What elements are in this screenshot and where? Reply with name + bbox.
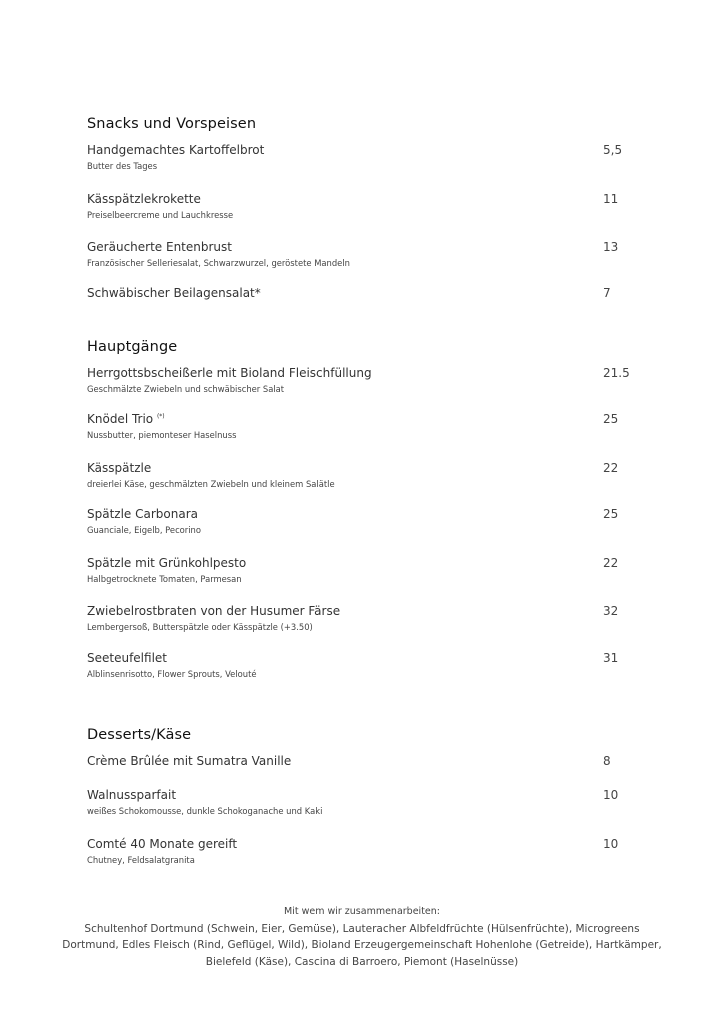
item-description: Nussbutter, piemonteser Haselnuss — [87, 430, 237, 440]
item-price: 11 — [603, 192, 619, 206]
partners-footer — [62, 904, 662, 970]
menu-item — [87, 143, 627, 171]
item-price: 22 — [603, 461, 619, 475]
item-description: dreierlei Käse, geschmälzten Zwiebeln und kleinem Salätle — [87, 479, 335, 489]
item-description: Preiselbeercreme und Lauchkresse — [87, 210, 234, 220]
item-name: Walnussparfait — [87, 788, 177, 802]
item-description: Guanciale, Eigelb, Pecorino — [87, 525, 201, 535]
menu-item — [87, 461, 627, 489]
item-price: 31 — [603, 651, 619, 665]
item-price: 10 — [603, 788, 619, 802]
footer-heading: Mit wem wir zusammenarbeiten: — [284, 906, 440, 917]
item-name: Zwiebelrostbraten von der Husumer Färse — [87, 604, 341, 618]
menu-item — [87, 788, 627, 816]
item-name — [87, 412, 627, 426]
item-description: Chutney, Feldsalatgranita — [87, 855, 195, 865]
section-title-desserts: Desserts/Käse — [87, 727, 192, 743]
item-price: 25 — [603, 412, 619, 426]
menu-item — [87, 412, 627, 440]
item-price: 32 — [603, 604, 619, 618]
menu-item — [87, 754, 627, 768]
item-price: 21.5 — [603, 366, 630, 380]
item-description: Französischer Selleriesalat, Schwarzwurzel, geröstete Mandeln — [87, 258, 350, 268]
menu-item — [87, 651, 627, 679]
item-description: Alblinsenrisotto, Flower Sprouts, Velouté — [87, 669, 257, 679]
footer-partners-text: Schultenhof Dortmund (Schwein, Eier, Gemüse), Lauteracher Albfeldfrüchte (Hülsenfrüchte), Microgreens Dortmund, Edles Fleisch (Rind, Geflügel, Wild), Bioland Erzeugergemeinschaft Hohenlohe (Getreide), Hartkämper, Bielefeld (Käse), Cascina di Barroero, Piemont (Haselnüsse) — [62, 922, 662, 968]
item-name: Kässpätzlekrokette — [87, 192, 201, 206]
item-name: Schwäbischer Beilagensalat* — [87, 286, 261, 300]
menu-item — [87, 604, 627, 632]
item-name: Geräucherte Entenbrust — [87, 240, 232, 254]
section-title-snacks: Snacks und Vorspeisen — [87, 116, 257, 132]
item-description: weißes Schokomousse, dunkle Schokoganache und Kaki — [87, 806, 323, 816]
menu-item — [87, 507, 627, 535]
item-name: Spätzle Carbonara — [87, 507, 198, 521]
item-name-text: Knödel Trio — [87, 412, 154, 426]
item-price: 7 — [603, 286, 611, 300]
menu-item — [87, 556, 627, 584]
item-price: 10 — [603, 837, 619, 851]
item-note: (*) — [156, 413, 165, 420]
item-price: 8 — [603, 754, 611, 768]
item-name: Comté 40 Monate gereift — [87, 837, 238, 851]
menu-item — [87, 192, 627, 220]
menu-item — [87, 366, 630, 394]
item-name: Kässpätzle — [87, 461, 152, 475]
menu-item — [87, 837, 627, 865]
item-price: 13 — [603, 240, 619, 254]
item-price: 5,5 — [603, 143, 623, 157]
item-name: Handgemachtes Kartoffelbrot — [87, 143, 265, 157]
item-description: Geschmälzte Zwiebeln und schwäbischer Salat — [87, 384, 285, 394]
item-name: Seeteufelfilet — [87, 651, 167, 665]
item-name: Herrgottsbscheißerle mit Bioland Fleischfüllung — [87, 366, 372, 380]
item-name: Spätzle mit Grünkohlpesto — [87, 556, 247, 570]
item-description: Butter des Tages — [87, 161, 158, 171]
item-name: Crème Brûlée mit Sumatra Vanille — [87, 754, 292, 768]
item-price: 22 — [603, 556, 619, 570]
item-description: Halbgetrocknete Tomaten, Parmesan — [87, 574, 242, 584]
menu-item — [87, 240, 627, 268]
item-description: Lembergersoß, Butterspätzle oder Kässpätzle (+3.50) — [87, 622, 313, 632]
item-price: 25 — [603, 507, 619, 521]
menu-item — [87, 286, 627, 300]
section-title-main-courses: Hauptgänge — [87, 339, 178, 355]
